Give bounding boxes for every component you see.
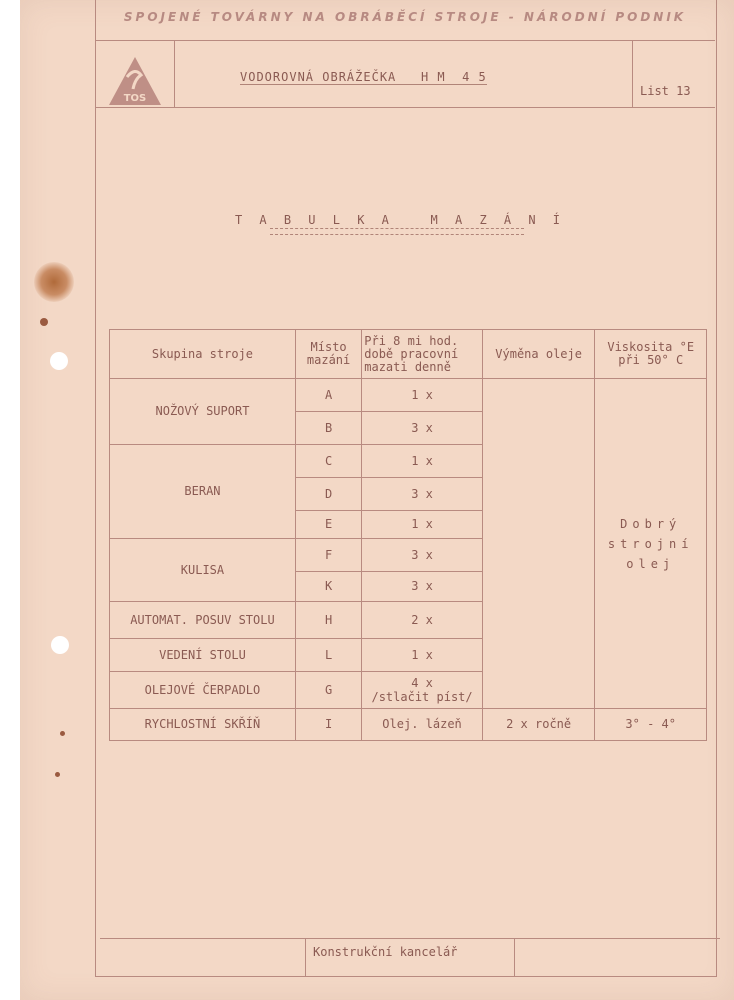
group-cell: VEDENÍ STOLU: [110, 639, 296, 672]
table-title: T A B U L K A M A Z Á N Í: [234, 213, 566, 227]
punch-hole: [50, 352, 68, 370]
stain-dot: [55, 772, 60, 777]
tos-logo: [107, 55, 163, 107]
group-cell: BERAN: [110, 445, 296, 539]
footer-office: Konstrukční kancelář: [313, 945, 458, 959]
oil-change-cell: [482, 379, 595, 709]
daily-cell: 2 x: [362, 602, 483, 639]
place-cell: I: [295, 709, 361, 741]
stain-dot: [60, 731, 65, 736]
frame-rule: [632, 41, 633, 107]
daily-cell: Olej. lázeň: [362, 709, 483, 741]
group-cell: NOŽOVÝ SUPORT: [110, 379, 296, 445]
header-place: Místo mazání: [295, 330, 361, 379]
daily-note: /stlačit píst/: [371, 690, 473, 704]
place-cell: K: [295, 572, 361, 602]
place-cell: L: [295, 639, 361, 672]
frame-rule: [174, 41, 175, 107]
table-row: [110, 709, 707, 741]
place-cell: H: [295, 602, 361, 639]
header-daily: Při 8 mi hod. době pracovní mazati denně: [362, 330, 483, 379]
stain-dot: [40, 318, 48, 326]
table-header-row: [110, 330, 707, 379]
table-row: [110, 379, 707, 412]
group-cell: RYCHLOSTNÍ SKŘÍŇ: [110, 709, 296, 741]
lubrication-table: [109, 329, 707, 741]
daily-cell: 3 x: [362, 572, 483, 602]
viscosity-note-cell: Dobrý strojní olej: [595, 379, 707, 709]
title-underline: [270, 228, 524, 235]
place-cell: G: [295, 672, 361, 709]
place-cell: D: [295, 478, 361, 511]
svg-text:TOS: TOS: [123, 93, 147, 104]
group-cell: AUTOMAT. POSUV STOLU: [110, 602, 296, 639]
daily-cell: 3 x: [362, 412, 483, 445]
frame-rule: [514, 938, 515, 976]
header-group: Skupina stroje: [110, 330, 296, 379]
group-cell: KULISA: [110, 539, 296, 602]
place-cell: A: [295, 379, 361, 412]
rust-stain: [34, 262, 74, 302]
header-viscosity: Viskosita °E při 50° C: [595, 330, 707, 379]
sheet-number: List 13: [640, 84, 691, 98]
place-cell: F: [295, 539, 361, 572]
group-cell: OLEJOVÉ ČERPADLO: [110, 672, 296, 709]
daily-cell: 1 x: [362, 445, 483, 478]
daily-cell: 1 x: [362, 379, 483, 412]
machine-name-text: VODOROVNÁ OBRÁŽEČKA H M 4 5: [240, 70, 487, 84]
machine-name: [240, 70, 570, 84]
place-cell: B: [295, 412, 361, 445]
frame-rule: [95, 107, 715, 108]
daily-cell: 3 x: [362, 539, 483, 572]
place-cell: C: [295, 445, 361, 478]
place-cell: E: [295, 511, 361, 539]
daily-cell: 3 x: [362, 478, 483, 511]
company-name: SPOJENÉ TOVÁRNY NA OBRÁBĚCÍ STROJE - NÁRODNÍ PODNIK: [123, 10, 687, 24]
punch-hole: [51, 636, 69, 654]
frame-rule: [100, 938, 720, 939]
oil-change-cell: 2 x ročně: [482, 709, 595, 741]
viscosity-cell: 3° - 4°: [595, 709, 707, 741]
header-oil-change: Výměna oleje: [482, 330, 595, 379]
daily-cell: [362, 672, 483, 709]
daily-cell: 1 x: [362, 639, 483, 672]
frame-rule: [305, 938, 306, 976]
daily-count: 4 x: [411, 676, 433, 690]
daily-cell: 1 x: [362, 511, 483, 539]
frame-rule: [95, 40, 715, 41]
